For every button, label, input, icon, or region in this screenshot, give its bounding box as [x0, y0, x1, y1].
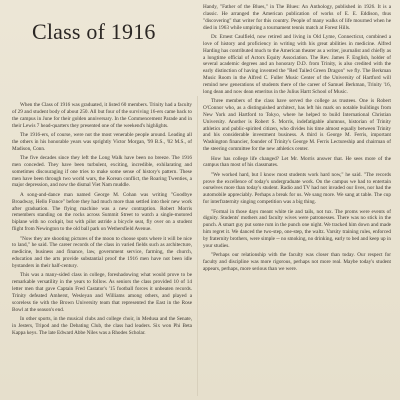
paragraph: "We worked hard, but I know most students work hard now," he said. "The records prove the excellence of today's undergraduate work. On the campus we had to entertain ourselves more than today's student. Radio and TV had not invaded our lives, nor had the automobile appreciably. Perhaps a break for us. We sang more. We sang at table. The cup for interfraternity singing competition was a big thing. [203, 171, 391, 206]
paragraph: The five decades since they left the Long Walk have been no breeze. The 1916 men conceded. They have been turbulent, exciting, incredible, exhilarating and sometimes discouraging if one tries to make some sense of history's pattern. These men have been through two world wars, the Korean conflict, the Roaring Twenties, a major depression, and now the dismal Viet Nam muddle. [12, 155, 192, 189]
left-column [12, 102, 192, 339]
paragraph: "Now they are shooting pictures of the moon to choose spots where it will be nice to land," he said. The career records of the class in varied fields such as architecture, medicine, business and finance, law, government service, farming, the church, education and the arts provide substantial proof the 1916 men have not been idle bystanders in their half-century. [12, 235, 192, 269]
paragraph: The 1916-ers, of course, were not the most venerable people around. Leading all the others in his honorable years was sprightly Victor Morgan, '99 B.S., '02 M.S., of Madison, Conn. [12, 131, 192, 152]
paragraph: Three members of the class have served the college as trustees. One is Robert O'Connor who, as a distinguished architect, has left his mark on notable buildings from New York and Hartford to Tokyo, where he helped to build International Christian University. Another is Robert S. Morris, indefatigable alumnus, historian of Trinity athletics and public-spirited citizen, who divides his time almost equally between Trinity and his considerable investment business. A third is George M. Ferris, important Washington financier, founder of Trinity's George M. Ferris Lectureship and chairman of the steering committee for the new athletics center. [203, 98, 391, 153]
paragraph: This was a many-sided class in college, foreshadowing what would prove to be remarkable versatility in the years to follow. As seniors the class provided 10 of 14 letter men that gave Captain Fred Castator's '15 football forces it unbeaten records. Trinity defeated Amherst, Wesleyan and Williams among others, and played a scoreless tie with the Brown University team that represented the East in the Rose Bowl at the season's end. [12, 272, 192, 313]
paragraph: Handy, "Father of the Blues," in The Blues: An Anthology, published in 1926. It is a classic. He arranged the American publication of works of E. E. Eddison, thus "discovering" that writer for this country. People of many walks of life mourned when he died in 1963 while umpiring a tournament tennis match at Forest Hills. [203, 4, 391, 31]
column-divider [197, 96, 198, 396]
paragraph: A song-and-dance man named George M. Cohan was writing "Goodbye Broadway, Hello France" before they had much more than settled into their new work after graduation. The flying machine was a new contraption. Robert Morris remembers standing on the rocks across Summit Street to watch a single-motored biplane with no cockpit, but with pilot astride a bicycle seat, fly over on a student flight from Newington to the old ball park on Wethersfield Avenue. [12, 191, 192, 233]
paragraph: In other sports, in the musical clubs and college choir, in Medusa and the Senate, in Jesters, Tripod and the Debating Club, the class had leaders. Six won Phi Beta Kappa keys. The late Edward Abbe Niles was a Rhodes Scholar. [12, 316, 192, 336]
right-column [203, 4, 391, 275]
paragraph: How has college life changed? Let Mr. Morris answer that. He sees more of the campus than most of his classmates. [203, 155, 391, 169]
paragraph: Dr. Ernest Caulfield, now retired and living in Old Lyme, Connecticut, combined a love of history and proficiency in writing with his great abilities in medicine. Alfred Harding has contributed much to the American theater as a writer, journalist and chiefly as a longtime official of Actors Equity Association. The Rev. James F. English, holder of several academic degrees and an honorary D.D. from Trinity, is also credited with the early distinction of having invented the "Red Tailed Green Dragon" we fly. The Berkman Music Room in the Alfred C. Fuller Music Center of the University of Hartford will remind new generations of students there of the career of Samuel Berkman, Trinity '16, long dean and now dean emeritus in the Julius Hartt School of Music. [203, 33, 391, 95]
article-title: Class of 1916 [32, 18, 156, 44]
paragraph: "Perhaps our relationship with the faculty was closer than today. Our respect for faculty and discipline was more rigorous, perhaps not more real. Maybe today's student appears, perhaps, more serious than we were. [203, 252, 391, 272]
paragraph: "Formal in those days meant white tie and tails, not tux. The proms were events of dignity. Students' mothers and faculty wives were patronesses. There was no stick in the punch. A smart guy put some rum in the punch one night. We tracked him down and made him regret it. We danced the two-step, one-step, the waltz. Varsity training rules, enforced by fraternity brothers, were simple -- no smoking, no drinking, early to bed and keep up in your studies. [203, 208, 391, 249]
paragraph: When the Class of 1916 was graduated, it listed 60 members. Trinity had a faculty of 29 and student body of about 250. All but four of the surviving 16-ers came back to the campus in June for their golden anniversary. In the Commencement Parade and in their Lewis 7 head-quarters they presented one of the weekend's highlights. [12, 102, 192, 129]
